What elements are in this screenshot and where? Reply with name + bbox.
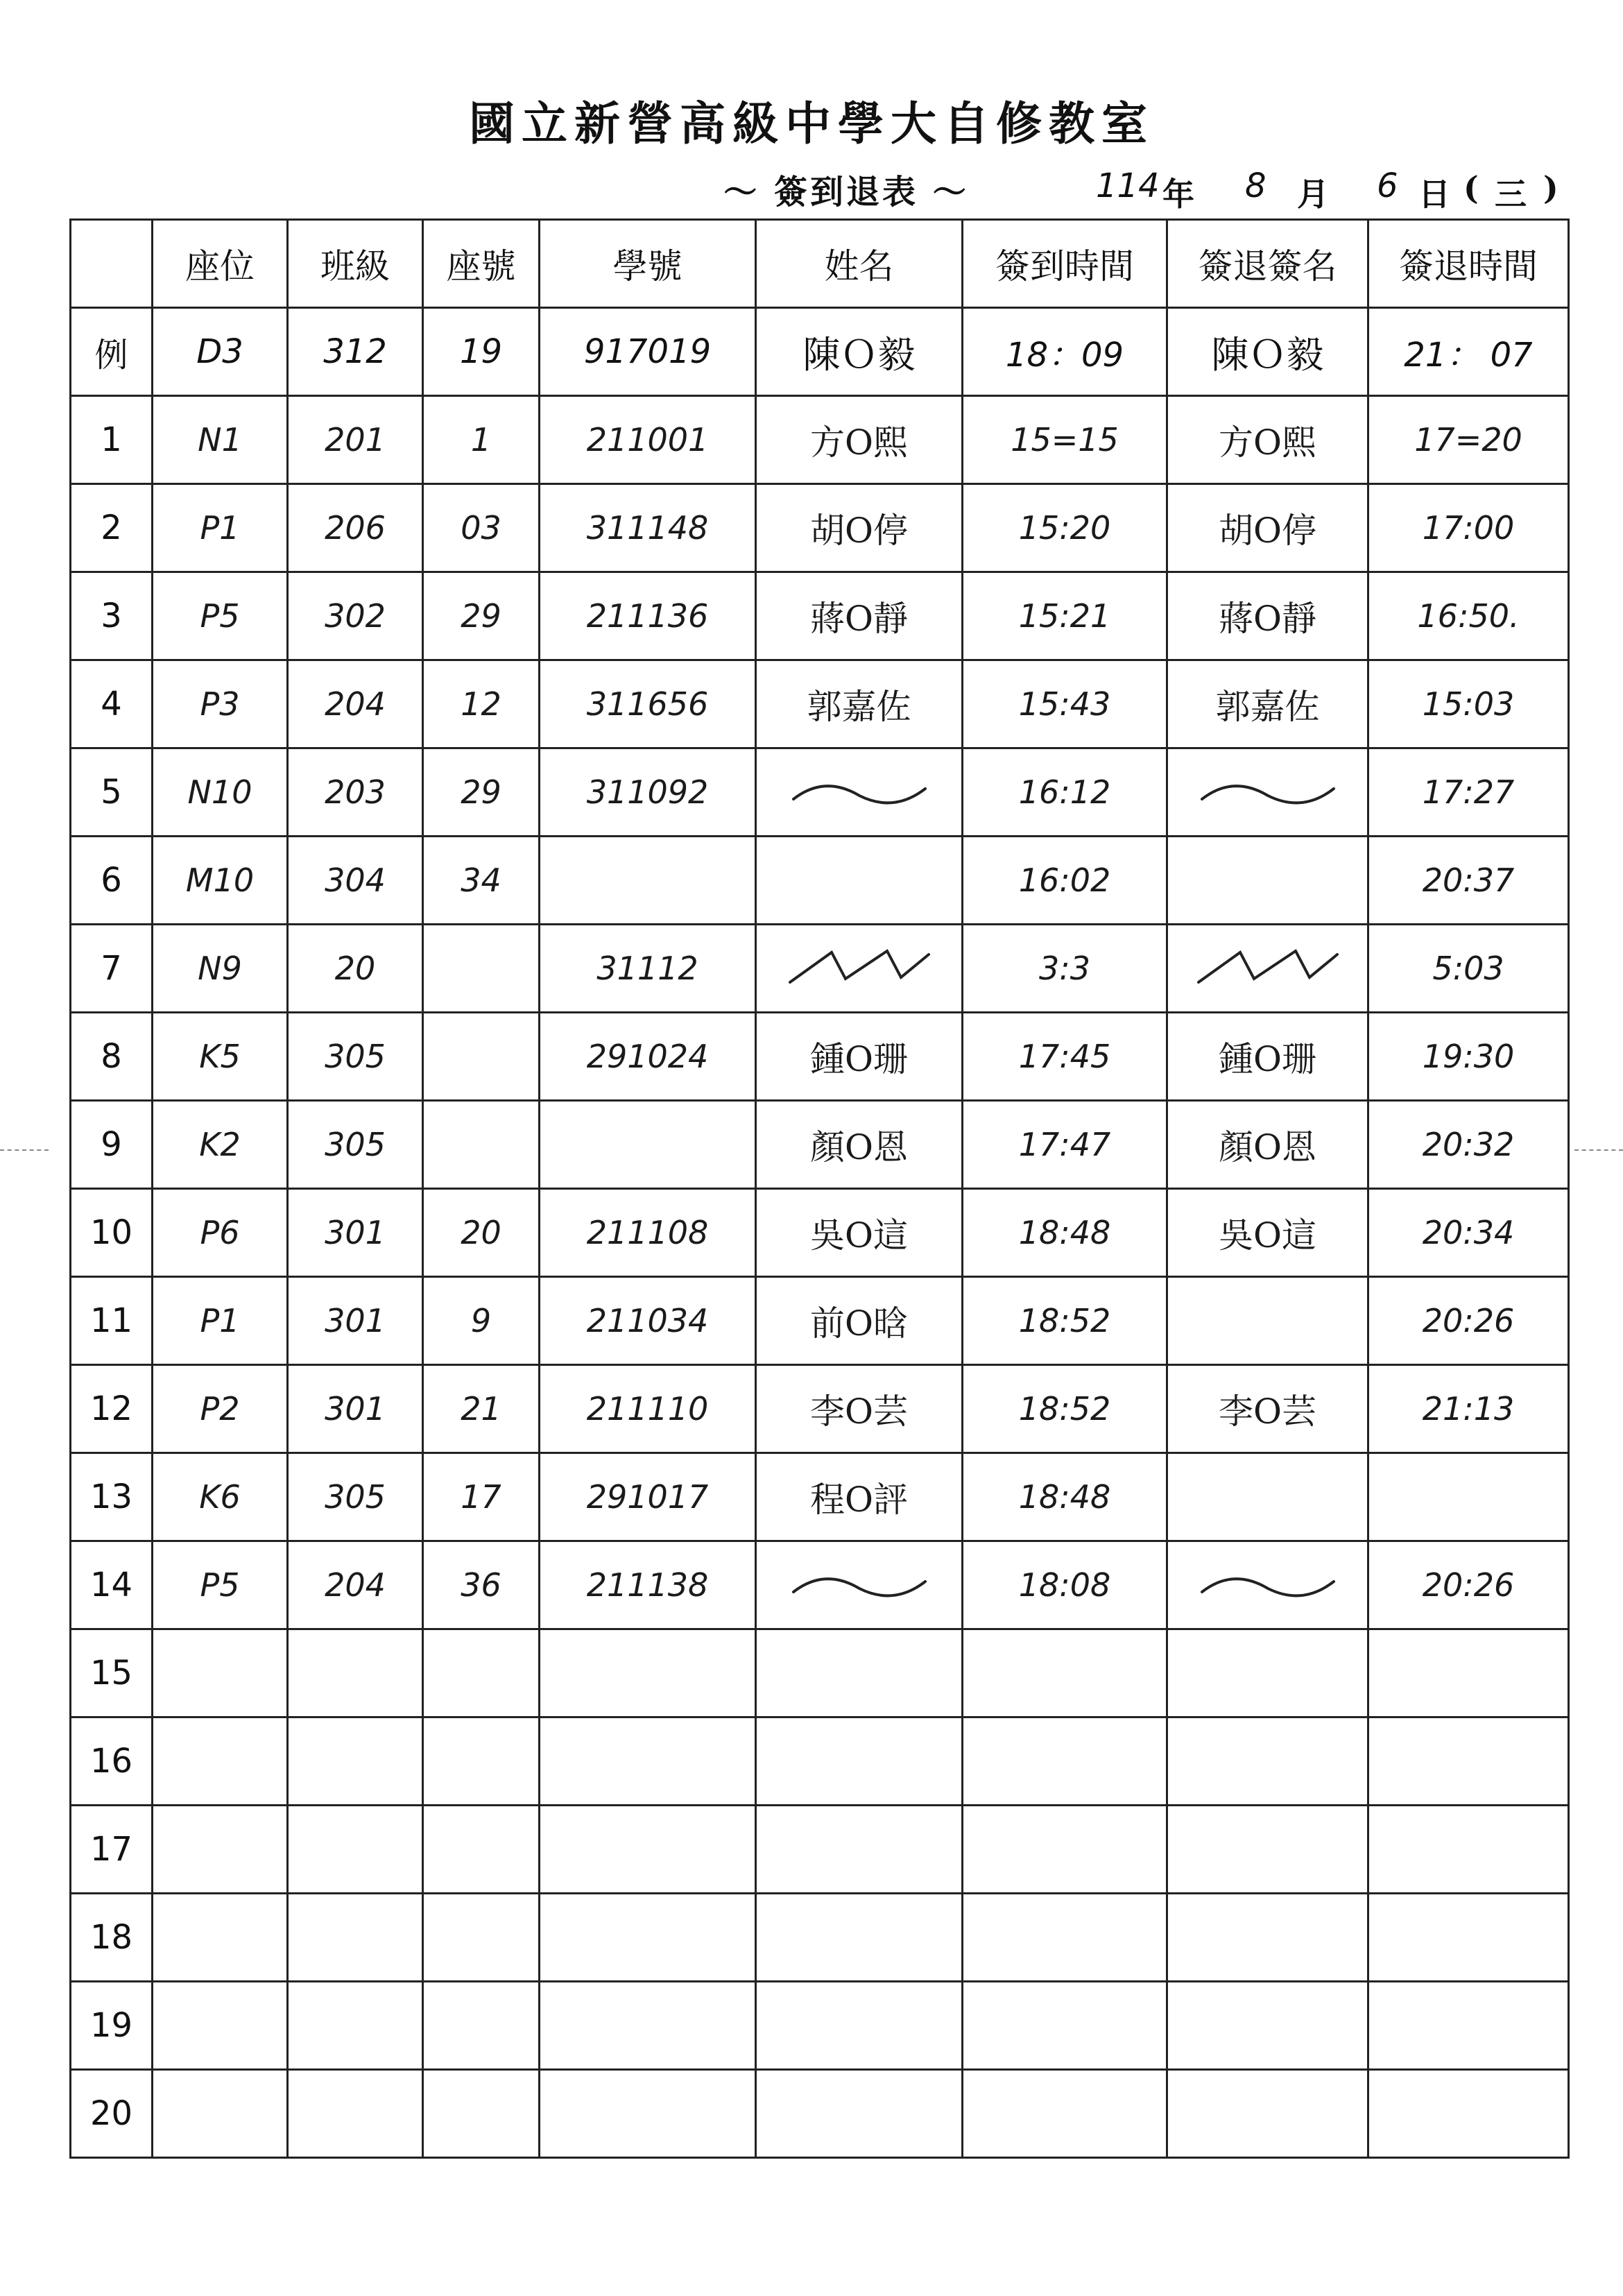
in-time-cell: [963, 1982, 1167, 2070]
name-cell: [756, 837, 963, 925]
out-time-cell: 16:50.: [1368, 572, 1569, 660]
table-row: [71, 925, 1569, 1013]
in-time-cell: 3:3: [963, 925, 1167, 1013]
in-time-cell: [963, 1717, 1167, 1806]
student-id-cell: [540, 837, 756, 925]
out-time-cell: [1368, 1453, 1569, 1541]
table-row: [71, 572, 1569, 660]
in-time-cell: 15:21: [963, 572, 1167, 660]
name-cell: 蔣O靜: [756, 572, 963, 660]
out-signature-cell: 顏O恩: [1167, 1101, 1368, 1189]
example-in-time: 18：09: [963, 308, 1167, 396]
student-id-cell: 311148: [540, 484, 756, 572]
table-row: [71, 748, 1569, 837]
class-cell: 305: [288, 1453, 423, 1541]
student-id-cell: 291017: [540, 1453, 756, 1541]
punch-mark-left: [0, 1149, 49, 1151]
class-cell: 305: [288, 1101, 423, 1189]
student-id-cell: [540, 1629, 756, 1717]
out-time-cell: [1368, 1717, 1569, 1806]
row-number: 17: [71, 1806, 153, 1894]
page-title: 國立新營高級中學大自修教室: [469, 96, 1154, 151]
table-row: [71, 1894, 1569, 1982]
punch-mark-right: [1574, 1149, 1623, 1151]
out-time-cell: 20:37: [1368, 837, 1569, 925]
out-time-cell: 20:34: [1368, 1189, 1569, 1277]
in-time-cell: [963, 1629, 1167, 1717]
class-cell: [288, 1717, 423, 1806]
seat-cell: P5: [153, 1541, 288, 1629]
example-label: 例: [71, 308, 153, 396]
seat-no-cell: 12: [423, 660, 540, 748]
out-signature-cell: [1167, 2070, 1368, 2158]
name-cell: 程O評: [756, 1453, 963, 1541]
example-student-id: 917019: [540, 308, 756, 396]
out-time-cell: [1368, 2070, 1569, 2158]
row-number: 11: [71, 1277, 153, 1365]
seat-no-cell: [423, 1982, 540, 2070]
form-subtitle: ～ 簽到退表 ～: [723, 173, 969, 212]
row-number: 5: [71, 748, 153, 837]
out-signature-cell: [1167, 1629, 1368, 1717]
table-row: [71, 396, 1569, 484]
in-time-cell: 17:47: [963, 1101, 1167, 1189]
seat-cell: P1: [153, 1277, 288, 1365]
name-cell: 顏O恩: [756, 1101, 963, 1189]
out-signature-cell: [1167, 1717, 1368, 1806]
student-id-cell: 291024: [540, 1013, 756, 1101]
out-time-cell: [1368, 1806, 1569, 1894]
in-time-cell: 17:45: [963, 1013, 1167, 1101]
out-time-cell: 17=20: [1368, 396, 1569, 484]
out-time-cell: 21:13: [1368, 1365, 1569, 1453]
seat-no-cell: 29: [423, 748, 540, 837]
seat-no-cell: 17: [423, 1453, 540, 1541]
row-number: 20: [71, 2070, 153, 2158]
row-number: 3: [71, 572, 153, 660]
table-row: [71, 1277, 1569, 1365]
example-out-signature: 陳Ｏ毅: [1167, 308, 1368, 396]
seat-cell: [153, 1806, 288, 1894]
student-id-cell: 211138: [540, 1541, 756, 1629]
out-time-cell: 17:27: [1368, 748, 1569, 837]
seat-no-cell: 03: [423, 484, 540, 572]
out-time-cell: [1368, 1629, 1569, 1717]
table-row: [71, 1629, 1569, 1717]
class-cell: 201: [288, 396, 423, 484]
example-seat-no: 19: [423, 308, 540, 396]
row-number: 16: [71, 1717, 153, 1806]
student-id-cell: 211001: [540, 396, 756, 484]
student-id-cell: 211108: [540, 1189, 756, 1277]
seat-no-cell: 29: [423, 572, 540, 660]
date-weekday: 三: [1495, 175, 1527, 213]
out-signature-cell: 蔣O靜: [1167, 572, 1368, 660]
row-number: 13: [71, 1453, 153, 1541]
seat-no-cell: [423, 1717, 540, 1806]
table-row: [71, 660, 1569, 748]
name-cell: [756, 1806, 963, 1894]
example-seat: D3: [153, 308, 288, 396]
row-number: 15: [71, 1629, 153, 1717]
row-number: 6: [71, 837, 153, 925]
seat-no-cell: [423, 1629, 540, 1717]
student-id-cell: [540, 1982, 756, 2070]
student-id-cell: 211110: [540, 1365, 756, 1453]
seat-cell: P5: [153, 572, 288, 660]
out-time-cell: 17:00: [1368, 484, 1569, 572]
out-time-cell: 19:30: [1368, 1013, 1569, 1101]
col-header-index: [71, 220, 153, 308]
class-cell: 304: [288, 837, 423, 925]
seat-no-cell: 9: [423, 1277, 540, 1365]
col-header-class: 班級: [288, 220, 423, 308]
in-time-cell: 18:48: [963, 1453, 1167, 1541]
out-signature-cell: [1167, 837, 1368, 925]
student-id-cell: 211136: [540, 572, 756, 660]
out-signature-cell: [1167, 1541, 1368, 1629]
student-id-cell: [540, 1894, 756, 1982]
row-number: 2: [71, 484, 153, 572]
seat-cell: P6: [153, 1189, 288, 1277]
in-time-cell: 15:43: [963, 660, 1167, 748]
seat-no-cell: 36: [423, 1541, 540, 1629]
class-cell: 301: [288, 1277, 423, 1365]
name-cell: 前O晗: [756, 1277, 963, 1365]
class-cell: [288, 2070, 423, 2158]
name-cell: [756, 748, 963, 837]
table-row: [71, 1365, 1569, 1453]
row-number: 19: [71, 1982, 153, 2070]
table-row: [71, 484, 1569, 572]
seat-cell: P2: [153, 1365, 288, 1453]
date-year-unit: 年: [1162, 175, 1194, 213]
seat-cell: P3: [153, 660, 288, 748]
seat-cell: [153, 1629, 288, 1717]
row-number: 9: [71, 1101, 153, 1189]
sign-in-table: [69, 219, 1570, 2159]
class-cell: 203: [288, 748, 423, 837]
table-row: [71, 1013, 1569, 1101]
in-time-cell: 18:48: [963, 1189, 1167, 1277]
row-number: 8: [71, 1013, 153, 1101]
date-month-unit: 月: [1297, 175, 1329, 213]
row-number: 4: [71, 660, 153, 748]
handwritten-scribble: [1192, 1561, 1344, 1609]
handwritten-scribble: [783, 944, 936, 993]
example-name: 陳Ｏ毅: [756, 308, 963, 396]
col-header-out-time: 簽退時間: [1368, 220, 1569, 308]
out-signature-cell: 吳O這: [1167, 1189, 1368, 1277]
class-cell: 206: [288, 484, 423, 572]
student-id-cell: 31112: [540, 925, 756, 1013]
name-cell: 鍾O珊: [756, 1013, 963, 1101]
in-time-cell: 15=15: [963, 396, 1167, 484]
out-signature-cell: 郭嘉佐: [1167, 660, 1368, 748]
out-signature-cell: 胡O停: [1167, 484, 1368, 572]
row-number: 12: [71, 1365, 153, 1453]
seat-cell: [153, 1982, 288, 2070]
student-id-cell: 211034: [540, 1277, 756, 1365]
seat-no-cell: [423, 1101, 540, 1189]
col-header-name: 姓名: [756, 220, 963, 308]
table-row: [71, 1189, 1569, 1277]
name-cell: [756, 1982, 963, 2070]
out-time-cell: 5:03: [1368, 925, 1569, 1013]
seat-cell: M10: [153, 837, 288, 925]
seat-no-cell: [423, 1806, 540, 1894]
date-year: 114: [1096, 166, 1160, 205]
seat-cell: N10: [153, 748, 288, 837]
student-id-cell: [540, 1717, 756, 1806]
class-cell: 301: [288, 1189, 423, 1277]
date-month: 8: [1245, 166, 1266, 205]
out-signature-cell: 李O芸: [1167, 1365, 1368, 1453]
out-signature-cell: [1167, 1277, 1368, 1365]
seat-no-cell: [423, 2070, 540, 2158]
in-time-cell: 15:20: [963, 484, 1167, 572]
class-cell: 302: [288, 572, 423, 660]
student-id-cell: 311656: [540, 660, 756, 748]
handwritten-scribble: [783, 1561, 936, 1609]
student-id-cell: [540, 1806, 756, 1894]
seat-cell: [153, 1894, 288, 1982]
col-header-student-id: 學號: [540, 220, 756, 308]
name-cell: 李O芸: [756, 1365, 963, 1453]
seat-cell: N1: [153, 396, 288, 484]
in-time-cell: 18:52: [963, 1277, 1167, 1365]
name-cell: [756, 1894, 963, 1982]
name-cell: [756, 1629, 963, 1717]
out-signature-cell: 方O熙: [1167, 396, 1368, 484]
table-row: [71, 2070, 1569, 2158]
table-row: [71, 1453, 1569, 1541]
date-weekday-open: (: [1463, 169, 1479, 207]
class-cell: 204: [288, 1541, 423, 1629]
out-time-cell: [1368, 1894, 1569, 1982]
in-time-cell: [963, 1894, 1167, 1982]
date-weekday-close: ): [1543, 169, 1558, 207]
table-row: [71, 837, 1569, 925]
in-time-cell: 18:52: [963, 1365, 1167, 1453]
class-cell: [288, 1629, 423, 1717]
table-row: [71, 1982, 1569, 2070]
handwritten-scribble: [1192, 944, 1344, 993]
seat-cell: P1: [153, 484, 288, 572]
out-signature-cell: 鍾O珊: [1167, 1013, 1368, 1101]
class-cell: 204: [288, 660, 423, 748]
seat-cell: [153, 1717, 288, 1806]
seat-no-cell: 20: [423, 1189, 540, 1277]
seat-no-cell: [423, 1894, 540, 1982]
name-cell: [756, 925, 963, 1013]
row-number: 14: [71, 1541, 153, 1629]
out-signature-cell: [1167, 748, 1368, 837]
class-cell: [288, 1894, 423, 1982]
name-cell: 郭嘉佐: [756, 660, 963, 748]
seat-no-cell: 21: [423, 1365, 540, 1453]
col-header-seat-no: 座號: [423, 220, 540, 308]
out-time-cell: 20:26: [1368, 1277, 1569, 1365]
header-row: [71, 220, 1569, 308]
name-cell: [756, 1541, 963, 1629]
table-row: [71, 1806, 1569, 1894]
handwritten-scribble: [1192, 768, 1344, 816]
out-signature-cell: [1167, 1453, 1368, 1541]
student-id-cell: 311092: [540, 748, 756, 837]
col-header-in-time: 簽到時間: [963, 220, 1167, 308]
col-header-out-signature: 簽退簽名: [1167, 220, 1368, 308]
date-day: 6: [1377, 166, 1398, 205]
student-id-cell: [540, 2070, 756, 2158]
table-row: [71, 1541, 1569, 1629]
handwritten-scribble: [783, 768, 936, 816]
seat-no-cell: [423, 925, 540, 1013]
out-signature-cell: [1167, 1982, 1368, 2070]
name-cell: 方O熙: [756, 396, 963, 484]
in-time-cell: [963, 2070, 1167, 2158]
out-signature-cell: [1167, 925, 1368, 1013]
out-time-cell: 15:03: [1368, 660, 1569, 748]
name-cell: 胡O停: [756, 484, 963, 572]
class-cell: 20: [288, 925, 423, 1013]
seat-cell: K6: [153, 1453, 288, 1541]
seat-no-cell: [423, 1013, 540, 1101]
in-time-cell: 18:08: [963, 1541, 1167, 1629]
in-time-cell: 16:12: [963, 748, 1167, 837]
seat-cell: K2: [153, 1101, 288, 1189]
seat-cell: [153, 2070, 288, 2158]
class-cell: [288, 1982, 423, 2070]
seat-no-cell: 1: [423, 396, 540, 484]
example-row: [71, 308, 1569, 396]
student-id-cell: [540, 1101, 756, 1189]
row-number: 7: [71, 925, 153, 1013]
seat-cell: K5: [153, 1013, 288, 1101]
example-out-time: 21： 07: [1368, 308, 1569, 396]
example-class: 312: [288, 308, 423, 396]
class-cell: [288, 1806, 423, 1894]
col-header-seat: 座位: [153, 220, 288, 308]
out-time-cell: 20:26: [1368, 1541, 1569, 1629]
date-line: [1096, 166, 1581, 215]
name-cell: [756, 2070, 963, 2158]
out-time-cell: 20:32: [1368, 1101, 1569, 1189]
name-cell: 吳O這: [756, 1189, 963, 1277]
name-cell: [756, 1717, 963, 1806]
seat-no-cell: 34: [423, 837, 540, 925]
class-cell: 301: [288, 1365, 423, 1453]
table-row: [71, 1101, 1569, 1189]
date-day-unit: 日: [1418, 175, 1450, 213]
class-cell: 305: [288, 1013, 423, 1101]
table-row: [71, 1717, 1569, 1806]
seat-cell: N9: [153, 925, 288, 1013]
row-number: 1: [71, 396, 153, 484]
out-signature-cell: [1167, 1894, 1368, 1982]
row-number: 10: [71, 1189, 153, 1277]
row-number: 18: [71, 1894, 153, 1982]
in-time-cell: 16:02: [963, 837, 1167, 925]
out-signature-cell: [1167, 1806, 1368, 1894]
out-time-cell: [1368, 1982, 1569, 2070]
in-time-cell: [963, 1806, 1167, 1894]
